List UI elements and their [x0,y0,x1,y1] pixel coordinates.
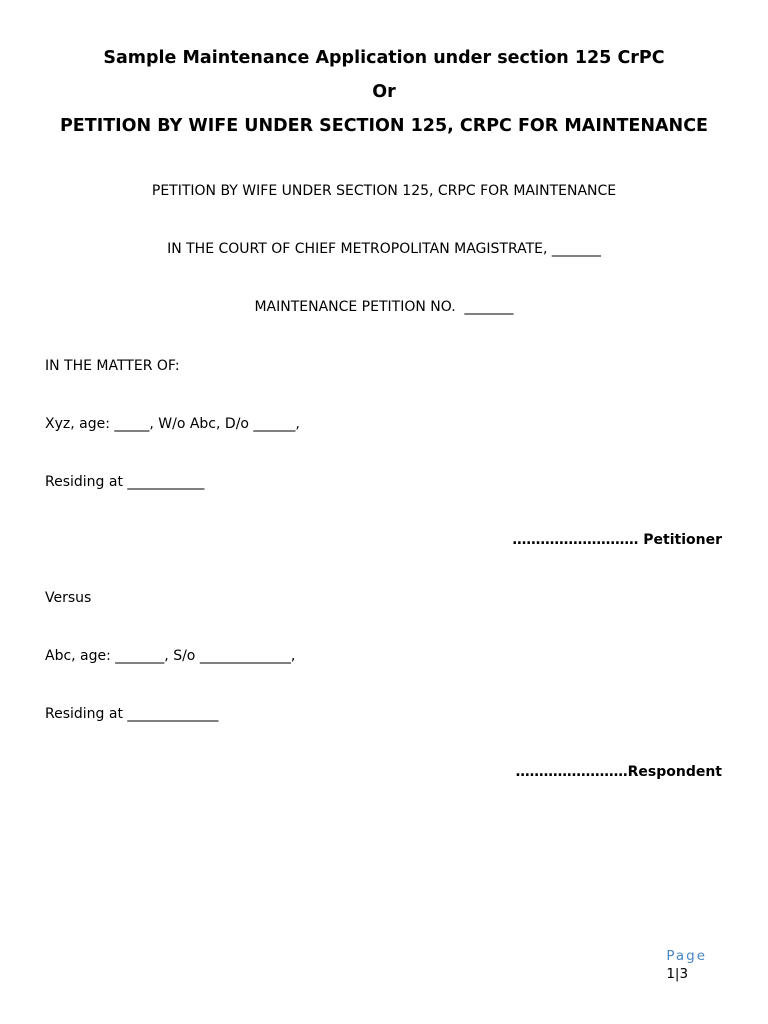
petition-number: MAINTENANCE PETITION NO. _______ [254,299,514,315]
respondent-label: ……………………Respondent [515,764,722,780]
page-footer [649,929,707,1001]
total-pages: 3 [679,966,689,982]
respondent-details: Abc, age: _______, S/o _____________, [45,648,296,664]
respondent-residence: Residing at _____________ [45,706,219,722]
page-number: 1 [666,966,675,982]
document-title-or: Or [372,82,396,102]
document-title: Sample Maintenance Application under section 125 CrPC [103,48,665,68]
court-line: IN THE COURT OF CHIEF METROPOLITAN MAGISTRATE, _______ [167,241,601,257]
petition-subtitle: PETITION BY WIFE UNDER SECTION 125, CRPC FOR MAINTENANCE [151,183,617,199]
page-word: Page [666,948,707,964]
versus-text: Versus [45,590,92,606]
petitioner-label: ……………………… Petitioner [512,532,722,548]
petitioner-details: Xyz, age: _____, W/o Abc, D/o ______, [45,416,300,432]
page-separator: | [674,966,680,982]
document-title-petition: PETITION BY WIFE UNDER SECTION 125, CRPC FOR MAINTENANCE [59,116,708,136]
petitioner-residence: Residing at ___________ [45,474,205,490]
matter-of-heading: IN THE MATTER OF: [45,358,180,374]
